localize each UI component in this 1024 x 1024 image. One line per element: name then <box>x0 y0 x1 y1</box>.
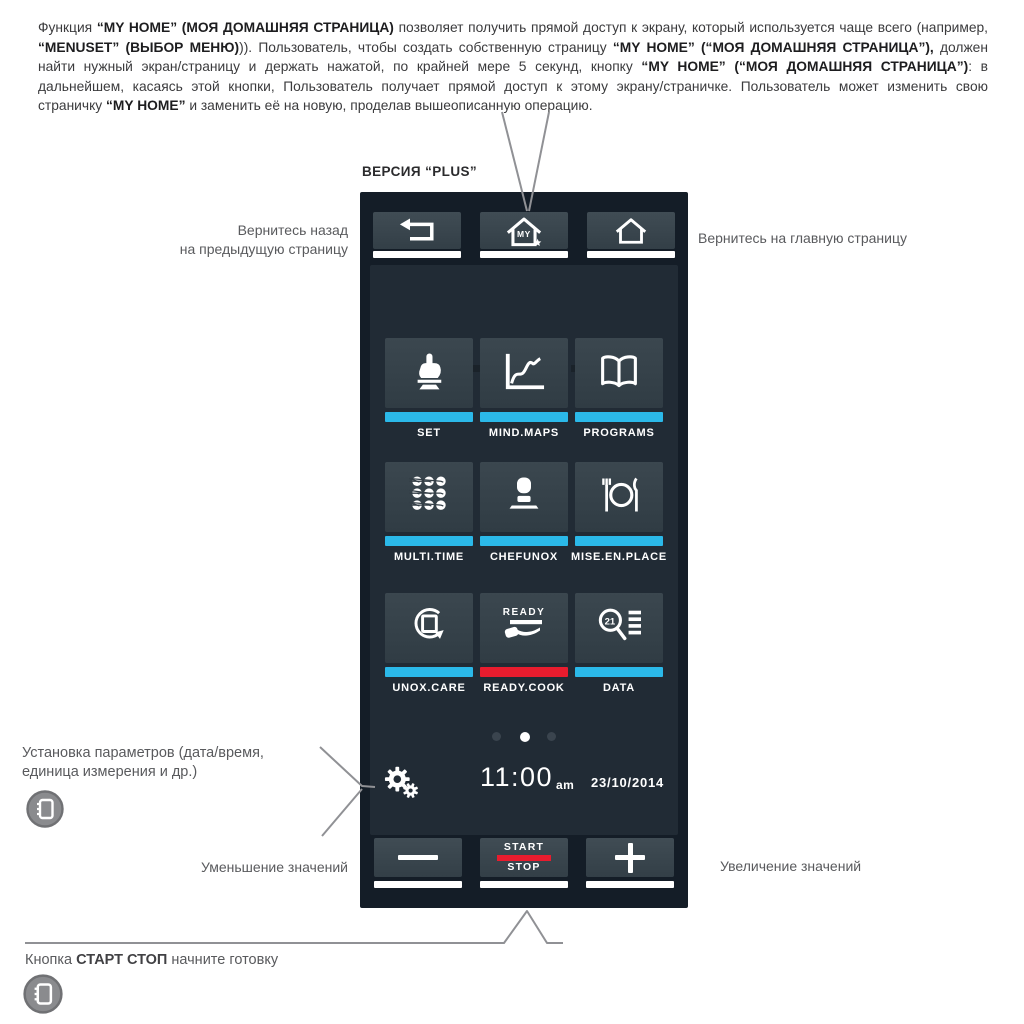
settings-gear-button[interactable] <box>384 764 422 805</box>
pager-dot-1[interactable] <box>520 732 530 742</box>
version-label: ВЕРСИЯ “PLUS” <box>362 164 478 179</box>
tile-set-label: SET <box>417 427 441 439</box>
my-badge: MY <box>517 229 531 239</box>
tile-mise-en-place-label: MISE.EN.PLACE <box>571 551 667 563</box>
tile-data[interactable] <box>575 593 663 663</box>
home-icon <box>611 216 651 246</box>
multi-clock-icon <box>407 473 451 522</box>
caption-back-button: Вернитесь назад на предыдущую страницу <box>179 222 348 257</box>
tile-programs-bar <box>575 412 663 422</box>
start-stop-red-bar <box>497 855 551 861</box>
tile-multi-time-bar <box>385 536 473 546</box>
manual-reference-icon <box>25 789 65 834</box>
caption-settings: Установка параметров (дата/время, единица измерения и др.) <box>22 745 264 780</box>
caption-start-stop: Кнопка СТАРТ СТОП начните готовку <box>25 952 279 968</box>
svg-text:READY: READY <box>502 606 546 618</box>
tile-chefunox[interactable] <box>480 462 568 532</box>
search-list-icon <box>595 604 643 653</box>
caption-increase: Увеличение значений <box>720 858 862 874</box>
clock-time: 11:00 <box>480 762 554 792</box>
start-label: START <box>503 841 545 853</box>
decrease-button[interactable] <box>374 838 462 877</box>
home-button-bar <box>587 251 675 258</box>
divider-startstop-pointer <box>25 911 563 943</box>
intro-paragraph: Функция “MY HOME” (МОЯ ДОМАШНЯЯ СТРАНИЦА) позволяет получить прямой доступ к экрану, который используется чаще всего (например, “MENUSET” (ВЫБОР МЕНЮ))). Пользователь, чтобы создать собственную страницу “MY HOME” (“МОЯ ДОМАШНЯЯ СТРАНИЦА”), должен найти нужный экран/страницу и держать нажатой, по крайней мере 5 секунд, кнопку “MY HOME” (“МОЯ ДОМАШНЯЯ СТРАНИЦА”): в дальнейшем, касаясь этой кнопки, Пользователь получает прямой доступ к этому экрану/страничке. Пользователь может изменить свою страничку “MY HOME” и заменить её на новую, проделав вышеописанную операцию. <box>38 20 988 114</box>
minus-icon <box>398 855 438 860</box>
back-button-bar <box>373 251 461 258</box>
tile-programs[interactable] <box>575 338 663 408</box>
tile-ready-cook-label: READY.COOK <box>483 682 565 694</box>
tile-mise-en-place-bar <box>575 536 663 546</box>
tile-ready-cook-bar <box>480 667 568 677</box>
tile-mind-maps-label: MIND.MAPS <box>488 427 560 439</box>
decrease-button-bar <box>374 881 462 888</box>
notebook-circle-icon <box>25 789 65 829</box>
clock-date: 23/10/2014 <box>591 775 665 790</box>
caption-home-button: Вернитесь на главную страницу <box>698 230 907 246</box>
ready-tray-icon <box>498 603 550 654</box>
tile-programs-label: PROGRAMS <box>583 427 655 439</box>
tile-chefunox-label: CHEFUNOX <box>489 551 559 563</box>
touch-hand-icon <box>408 348 450 399</box>
increase-button[interactable] <box>586 838 674 877</box>
device-panel <box>360 192 688 908</box>
gear-icon <box>384 764 422 800</box>
tile-set-bar <box>385 412 473 422</box>
clock-meridiem: am <box>556 778 575 792</box>
tile-ready-cook[interactable] <box>480 593 568 663</box>
tile-data-bar <box>575 667 663 677</box>
tile-data-label: DATA <box>602 682 636 694</box>
chef-hat-icon <box>503 473 545 522</box>
svg-text:21: 21 <box>604 616 616 628</box>
tile-chefunox-bar <box>480 536 568 546</box>
my-home-button-bar <box>480 251 568 258</box>
line-chart-icon <box>501 350 547 397</box>
tile-unox-care-label: UNOX.CARE <box>392 682 466 694</box>
stop-label: STOP <box>507 861 541 873</box>
tile-unox-care-bar <box>385 667 473 677</box>
pager-dot-2[interactable] <box>547 732 556 741</box>
my-home-button[interactable] <box>480 212 568 249</box>
increase-button-bar <box>586 881 674 888</box>
tile-mind-maps-bar <box>480 412 568 422</box>
tile-set[interactable] <box>385 338 473 408</box>
back-button[interactable] <box>373 212 461 249</box>
notebook-circle-icon <box>22 973 64 1015</box>
caption-decrease: Уменьшение значений <box>200 859 348 875</box>
tile-multi-time[interactable] <box>385 462 473 532</box>
tile-mise-en-place[interactable] <box>575 462 663 532</box>
start-stop-button-bar <box>480 881 568 888</box>
tile-multi-time-label: MULTI.TIME <box>393 551 465 563</box>
home-button[interactable] <box>587 212 675 249</box>
plus-icon <box>615 843 645 873</box>
plate-cutlery-icon <box>596 473 642 522</box>
back-arrow-icon <box>396 217 438 245</box>
callout-line-settings-bottom <box>322 789 362 836</box>
tile-mind-maps[interactable] <box>480 338 568 408</box>
manual-reference-icon <box>22 973 64 1020</box>
pager-dot-0[interactable] <box>492 732 501 741</box>
tile-unox-care[interactable] <box>385 593 473 663</box>
refresh-square-icon <box>407 604 451 653</box>
open-book-icon <box>596 351 642 396</box>
start-stop-button[interactable] <box>480 838 568 877</box>
